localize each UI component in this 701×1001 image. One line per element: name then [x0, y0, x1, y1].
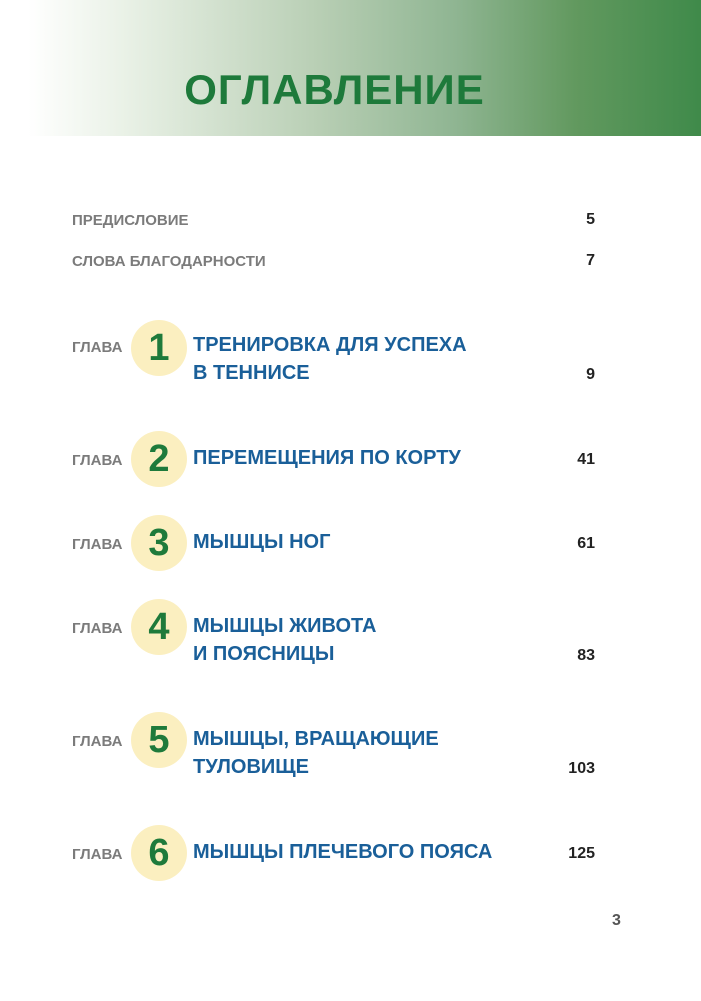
chapter-page: 9: [586, 366, 595, 383]
chapter-title: [193, 331, 467, 387]
toc-chapter-1[interactable]: [72, 320, 595, 390]
chapter-word: ГЛАВА: [72, 620, 123, 637]
chapter-number: 6: [148, 832, 170, 874]
toc-entry-label: ПРЕДИСЛОВИЕ: [72, 212, 189, 229]
page-number: 3: [612, 912, 621, 929]
toc-entry-preface[interactable]: [72, 210, 595, 234]
chapter-title-line: В ТЕННИСЕ: [193, 362, 310, 384]
chapter-title: [193, 528, 330, 556]
chapter-word: ГЛАВА: [72, 846, 123, 863]
page-title-text: ОГЛАВЛЕНИЕ: [184, 66, 485, 113]
chapter-number-badge: [131, 431, 187, 487]
chapter-title: [193, 612, 376, 668]
toc-chapter-6[interactable]: [72, 825, 595, 881]
toc-entry-label: СЛОВА БЛАГОДАРНОСТИ: [72, 253, 266, 270]
chapter-number: 5: [148, 719, 170, 761]
toc-chapter-3[interactable]: [72, 515, 595, 571]
chapter-word: ГЛАВА: [72, 339, 123, 356]
chapter-title: [193, 838, 492, 866]
chapter-title-line: ПЕРЕМЕЩЕНИЯ ПО КОРТУ: [193, 447, 461, 469]
chapter-page: 83: [577, 647, 595, 664]
chapter-title-line: МЫШЦЫ ЖИВОТА: [193, 615, 377, 637]
chapter-number: 4: [148, 606, 170, 648]
page-title: [0, 60, 701, 120]
chapter-title-line: МЫШЦЫ ПЛЕЧЕВОГО ПОЯСА: [193, 841, 493, 863]
chapter-number-badge: [131, 515, 187, 571]
chapter-word: ГЛАВА: [72, 452, 123, 469]
chapter-title-line: МЫШЦЫ НОГ: [193, 531, 331, 553]
chapter-title: [193, 725, 439, 781]
toc-chapter-5[interactable]: [72, 712, 595, 782]
toc-chapter-2[interactable]: [72, 431, 595, 487]
chapter-page: 125: [568, 845, 595, 862]
chapter-title-line: И ПОЯСНИЦЫ: [193, 643, 335, 665]
toc-entry-page: 7: [586, 252, 595, 269]
chapter-number-badge: [131, 825, 187, 881]
toc-chapter-4[interactable]: [72, 599, 595, 669]
chapter-word: ГЛАВА: [72, 536, 123, 553]
chapter-number: 1: [148, 327, 170, 369]
chapter-page: 41: [577, 451, 595, 468]
chapter-word: ГЛАВА: [72, 733, 123, 750]
chapter-number: 3: [148, 522, 170, 564]
chapter-page: 103: [568, 760, 595, 777]
chapter-title: [193, 444, 461, 472]
toc-entry-acknowledgements[interactable]: [72, 251, 595, 275]
chapter-page: 61: [577, 535, 595, 552]
chapter-title-line: ТРЕНИРОВКА ДЛЯ УСПЕХА: [193, 334, 467, 356]
chapter-number: 2: [148, 438, 170, 480]
chapter-number-badge: [131, 599, 187, 655]
chapter-title-line: МЫШЦЫ, ВРАЩАЮЩИЕ: [193, 728, 439, 750]
toc-entry-page: 5: [586, 211, 595, 228]
chapter-title-line: ТУЛОВИЩЕ: [193, 756, 310, 778]
chapter-number-badge: [131, 320, 187, 376]
chapter-number-badge: [131, 712, 187, 768]
